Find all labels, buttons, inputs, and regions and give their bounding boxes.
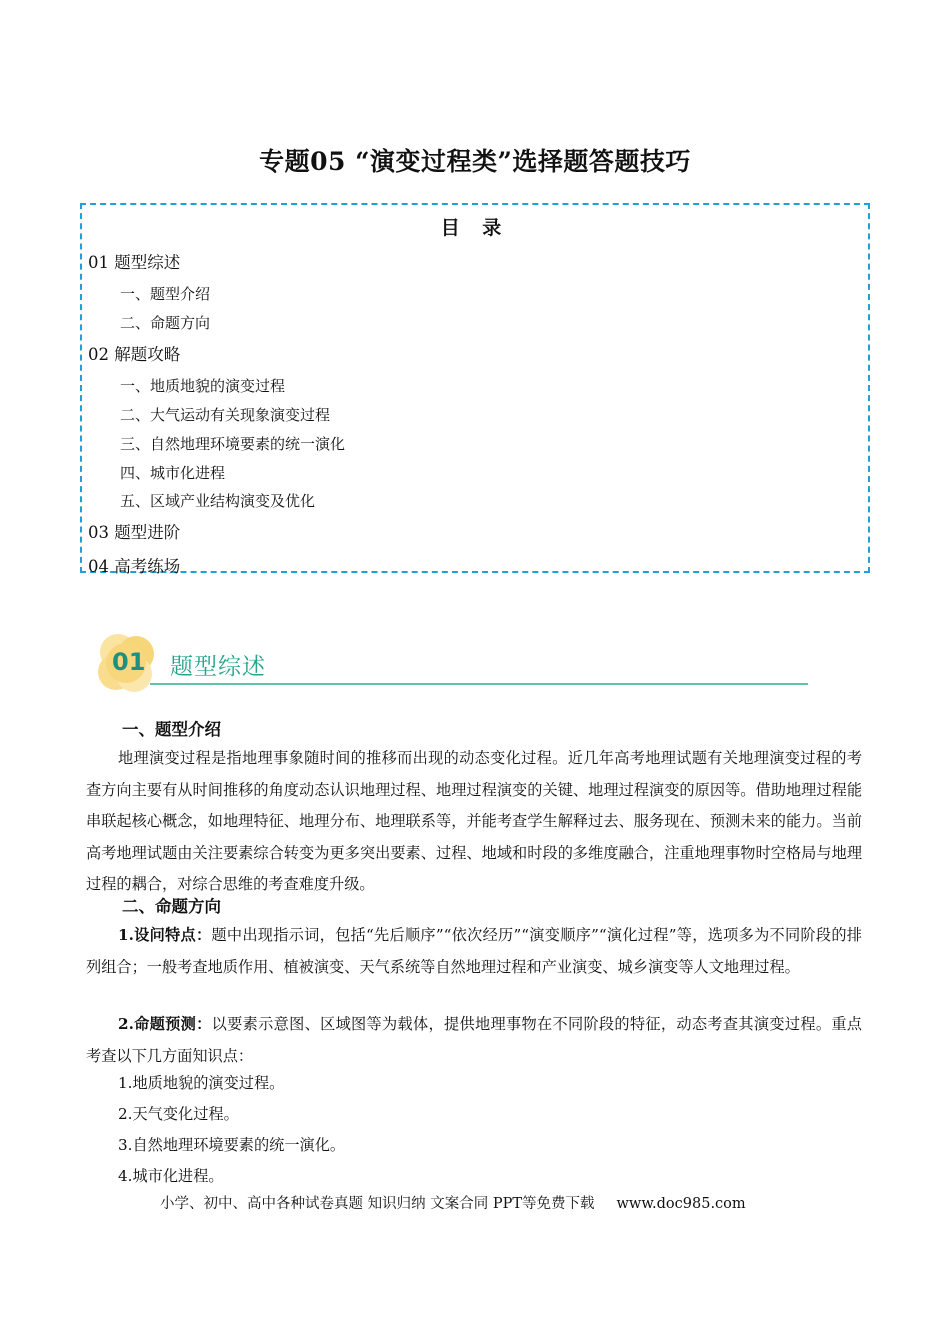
toc-heading: 目 录: [440, 217, 510, 239]
toc-item-overview[interactable]: 01 题型综述: [88, 253, 181, 272]
table-of-contents: [80, 203, 870, 576]
toc-item-strategy[interactable]: 02 解题攻略: [88, 345, 181, 364]
section-number: 01: [112, 648, 146, 676]
section-banner: [90, 628, 810, 698]
point-text: 题中出现指示词，包括“先后顺序”“依次经历”“演变顺序”“演化过程”等，选项多为不同阶段的排列组合；一般考查地质作用、植被演变、天气系统等自然地理过程和产业演变、城乡演变等人文地理过程。: [86, 926, 862, 976]
list-item: 4.城市化进程。: [118, 1167, 224, 1185]
toc-subitem[interactable]: 五、区域产业结构演变及优化: [120, 492, 316, 510]
section-heading: 二、命题方向: [122, 897, 221, 916]
point-label: 2.命题预测：: [118, 1015, 212, 1033]
banner-divider: [150, 683, 808, 685]
toc-subitem[interactable]: 三、自然地理环境要素的统一演化: [120, 435, 346, 453]
toc-subitem[interactable]: 一、地质地貌的演变过程: [120, 377, 286, 395]
footer-url[interactable]: www.doc985.com: [616, 1196, 746, 1212]
footer-text: 小学、初中、高中各种试卷真题 知识归纳 文案合同 PPT等免费下载: [160, 1196, 595, 1212]
point-text: 以要素示意图、区域图等为载体，提供地理事物在不同阶段的特征，动态考查其演变过程。重点考查以下几方面知识点：: [86, 1015, 862, 1065]
list-item: 2.天气变化过程。: [118, 1105, 239, 1123]
list-item: 3.自然地理环境要素的统一演化。: [118, 1136, 346, 1154]
toc-subitem[interactable]: 一、题型介绍: [120, 285, 211, 303]
toc-subitem[interactable]: 四、城市化进程: [120, 464, 226, 482]
page-footer: [160, 1192, 746, 1213]
toc-item-advanced[interactable]: 03 题型进阶: [88, 523, 181, 542]
point-paragraph: [86, 920, 862, 983]
toc-item-practice[interactable]: 04 高考练场: [88, 557, 181, 576]
section-heading: 一、题型介绍: [122, 720, 221, 739]
point-label: 1.设问特点：: [118, 926, 212, 944]
list-item: 1.地质地貌的演变过程。: [118, 1074, 285, 1092]
point-paragraph: [86, 1009, 862, 1072]
intro-paragraph: 地理演变过程是指地理事象随时间的推移而出现的动态变化过程。近几年高考地理试题有关地理演变过程的考查方向主要有从时间推移的角度动态认识地理过程、地理过程演变的关键、地理过程演变的原因等。借助地理过程能串联起核心概念，如地理特征、地理分布、地理联系等，并能考查学生解释过去、服务现在、预测未来的能力。当前高考地理试题由关注要素综合转变为更多突出要素、过程、地域和时段的多维度融合，注重地理事物时空格局与地理过程的耦合，对综合思维的考查难度升级。: [86, 749, 862, 893]
toc-subitem[interactable]: 二、大气运动有关现象演变过程: [120, 406, 331, 424]
toc-subitem[interactable]: 二、命题方向: [120, 314, 211, 332]
page-title: 专题05 “演变过程类”选择题答题技巧: [259, 147, 691, 176]
section-label: 题型综述: [170, 654, 266, 680]
